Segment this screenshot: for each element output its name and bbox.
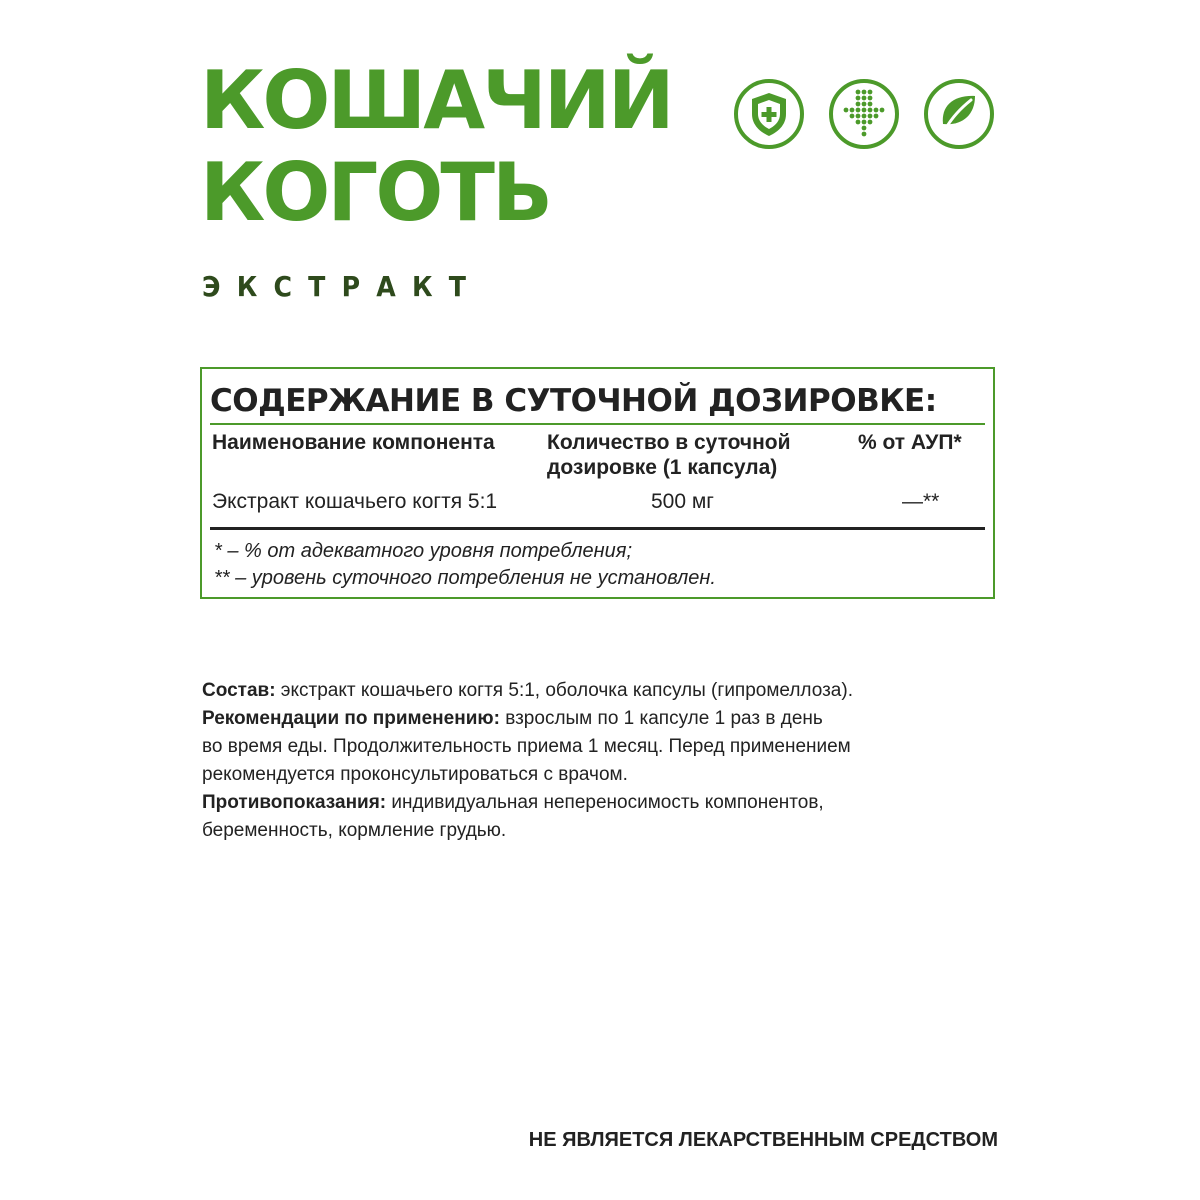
table-bottom-divider bbox=[210, 527, 985, 530]
dosage-table bbox=[200, 367, 995, 599]
shield-plus-icon bbox=[733, 78, 805, 150]
feature-badges bbox=[733, 78, 995, 150]
table-cell-name: Экстракт кошачьего когтя 5:1 bbox=[212, 490, 498, 513]
composition-paragraph bbox=[202, 677, 1002, 705]
usage-text-line-3: рекомендуется проконсультироваться с врачом. bbox=[202, 764, 628, 785]
column-header-dv: % от АУП* bbox=[858, 431, 962, 454]
usage-text-line-2: во время еды. Продолжительность приема 1 месяц. Перед применением bbox=[202, 736, 851, 757]
usage-paragraph bbox=[202, 705, 1002, 789]
contraindications-text-line-2: беременность, кормление грудью. bbox=[202, 820, 507, 841]
product-info bbox=[202, 677, 1002, 845]
footnote-2: ** – уровень суточного потребления не установлен. bbox=[214, 567, 716, 589]
column-header-name: Наименование компонента bbox=[212, 431, 495, 454]
table-cell-amount: 500 мг bbox=[651, 490, 714, 513]
product-subtitle: ЭКСТРАКТ bbox=[202, 270, 483, 303]
contraindications-label: Противопоказания: bbox=[202, 792, 387, 813]
leaf-icon bbox=[923, 78, 995, 150]
dosage-title-divider bbox=[210, 423, 985, 425]
product-title-line-1: КОШАЧИЙ bbox=[200, 54, 672, 147]
dotted-arrow-down-icon bbox=[828, 78, 900, 150]
contraindications-paragraph bbox=[202, 789, 1002, 845]
product-title bbox=[200, 55, 672, 239]
composition-text: экстракт кошачьего когтя 5:1, оболочка капсулы (гипромеллоза). bbox=[275, 680, 853, 701]
dosage-table-title: СОДЕРЖАНИЕ В СУТОЧНОЙ ДОЗИРОВКЕ: bbox=[210, 383, 937, 419]
contraindications-text: индивидуальная непереносимость компонентов, bbox=[386, 792, 824, 813]
composition-label: Состав: bbox=[202, 680, 276, 701]
table-cell-dv: —** bbox=[902, 490, 940, 513]
product-title-line-2: КОГОТЬ bbox=[200, 146, 550, 239]
usage-label: Рекомендации по применению: bbox=[202, 708, 500, 729]
usage-text: взрослым по 1 капсуле 1 раз в день bbox=[499, 708, 823, 729]
column-header-amount: Количество в суточной дозировке (1 капсула) bbox=[547, 431, 791, 479]
footnote-1: * – % от адекватного уровня потребления; bbox=[214, 540, 632, 562]
disclaimer: НЕ ЯВЛЯЕТСЯ ЛЕКАРСТВЕННЫМ СРЕДСТВОМ bbox=[528, 1129, 998, 1151]
